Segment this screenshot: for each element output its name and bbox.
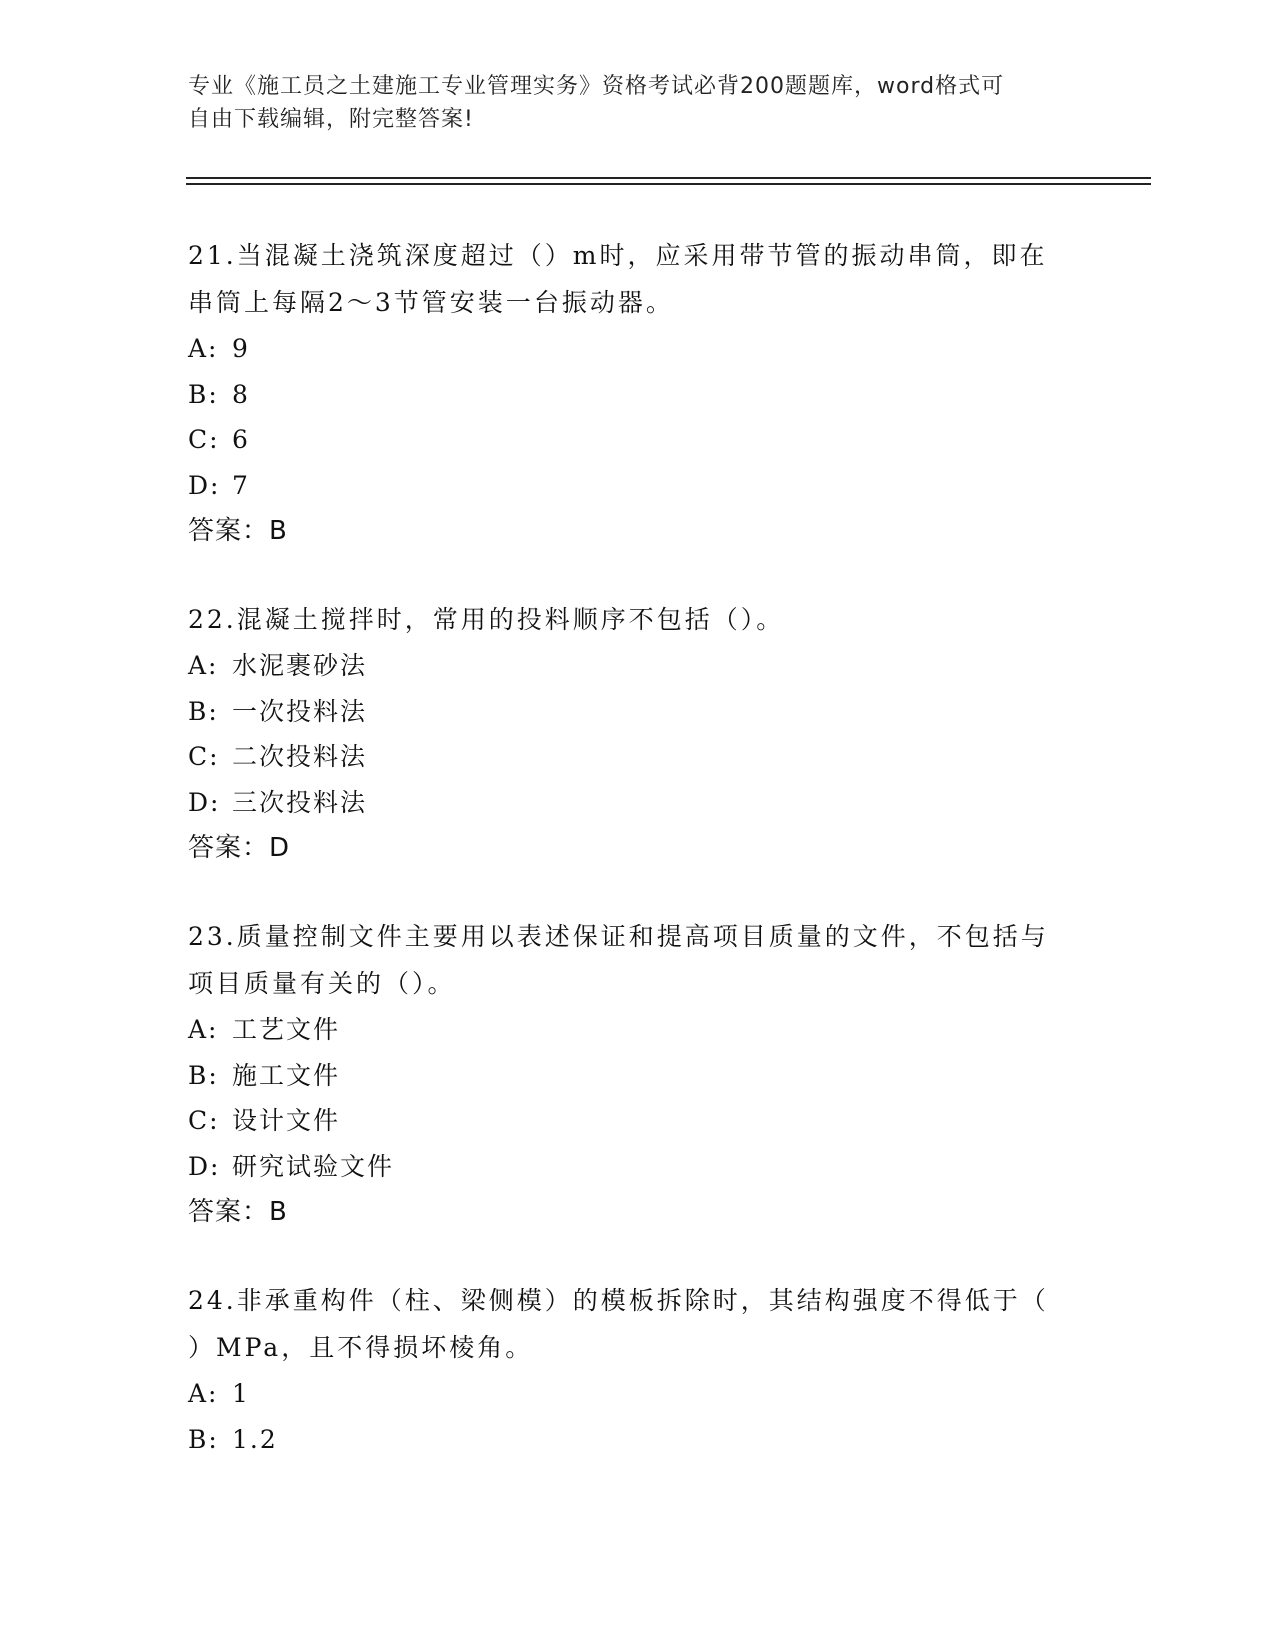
option-letter: A: bbox=[188, 1015, 219, 1044]
option-letter: B: bbox=[188, 379, 219, 409]
option-letter: B: bbox=[188, 696, 219, 726]
question-23 bbox=[188, 913, 1088, 1235]
option-d bbox=[188, 1144, 1088, 1190]
option-b bbox=[188, 1417, 1088, 1463]
option-text: 8 bbox=[232, 379, 250, 409]
option-text: 1.2 bbox=[232, 1424, 278, 1454]
option-text: 水泥裹砂法 bbox=[232, 651, 368, 680]
question-21 bbox=[188, 232, 1088, 554]
option-letter: D: bbox=[188, 787, 221, 817]
option-b bbox=[188, 689, 1088, 735]
option-letter: D: bbox=[188, 470, 221, 500]
option-text: 研究试验文件 bbox=[232, 1151, 395, 1181]
option-letter: B: bbox=[188, 1060, 219, 1090]
option-text: 9 bbox=[232, 334, 250, 363]
stem-line: ）MPa，且不得损坏棱角。 bbox=[188, 1333, 534, 1362]
option-text: 设计文件 bbox=[232, 1106, 341, 1135]
option-letter: B: bbox=[188, 1424, 219, 1454]
document-header bbox=[188, 70, 1088, 136]
answer-label: 答案：D bbox=[188, 833, 291, 863]
option-a bbox=[188, 643, 1088, 689]
option-a bbox=[188, 1371, 1088, 1417]
question-stem bbox=[188, 913, 1088, 1007]
option-c bbox=[188, 734, 1088, 780]
option-text: 二次投料法 bbox=[232, 742, 368, 771]
option-text: 6 bbox=[232, 425, 250, 454]
option-text: 三次投料法 bbox=[232, 787, 368, 817]
question-stem bbox=[188, 232, 1088, 326]
option-letter: C: bbox=[188, 1106, 220, 1135]
option-letter: A: bbox=[188, 334, 219, 363]
option-letter: C: bbox=[188, 425, 220, 454]
option-c bbox=[188, 417, 1088, 463]
option-b bbox=[188, 1053, 1088, 1099]
option-letter: A: bbox=[188, 651, 219, 680]
option-text: 1 bbox=[232, 1379, 250, 1408]
question-stem bbox=[188, 1277, 1088, 1371]
option-a bbox=[188, 326, 1088, 372]
stem-line: 项目质量有关的（）。 bbox=[188, 969, 456, 998]
option-d bbox=[188, 780, 1088, 826]
stem-line: 21.当混凝土浇筑深度超过（）m时，应采用带节管的振动串筒，即在 bbox=[188, 241, 1048, 270]
option-b bbox=[188, 372, 1088, 418]
option-c bbox=[188, 1098, 1088, 1144]
stem-line: 串筒上每隔2～3节管安装一台振动器。 bbox=[188, 288, 674, 317]
option-letter: C: bbox=[188, 742, 220, 771]
header-divider-top bbox=[186, 177, 1151, 179]
question-list bbox=[188, 232, 1088, 1504]
answer-label: 答案：B bbox=[188, 516, 288, 546]
option-text: 工艺文件 bbox=[232, 1015, 341, 1044]
option-letter: D: bbox=[188, 1151, 221, 1181]
answer-label: 答案：B bbox=[188, 1197, 288, 1227]
option-text: 施工文件 bbox=[232, 1060, 341, 1090]
header-line-1: 专业《施工员之土建施工专业管理实务》资格考试必背200题题库，word格式可 bbox=[188, 74, 1005, 99]
question-24 bbox=[188, 1277, 1088, 1462]
header-line-2: 自由下载编辑，附完整答案! bbox=[188, 107, 474, 132]
stem-line: 22.混凝土搅拌时，常用的投料顺序不包括（）。 bbox=[188, 605, 785, 634]
option-letter: A: bbox=[188, 1379, 219, 1408]
option-text: 7 bbox=[232, 470, 250, 500]
stem-line: 24.非承重构件（柱、梁侧模）的模板拆除时，其结构强度不得低于（ bbox=[188, 1286, 1049, 1315]
stem-line: 23.质量控制文件主要用以表述保证和提高项目质量的文件，不包括与 bbox=[188, 922, 1049, 951]
header-divider-bottom bbox=[186, 183, 1151, 185]
option-d bbox=[188, 463, 1088, 509]
question-stem bbox=[188, 596, 1088, 643]
question-22 bbox=[188, 596, 1088, 871]
option-text: 一次投料法 bbox=[232, 696, 368, 726]
option-a bbox=[188, 1007, 1088, 1053]
